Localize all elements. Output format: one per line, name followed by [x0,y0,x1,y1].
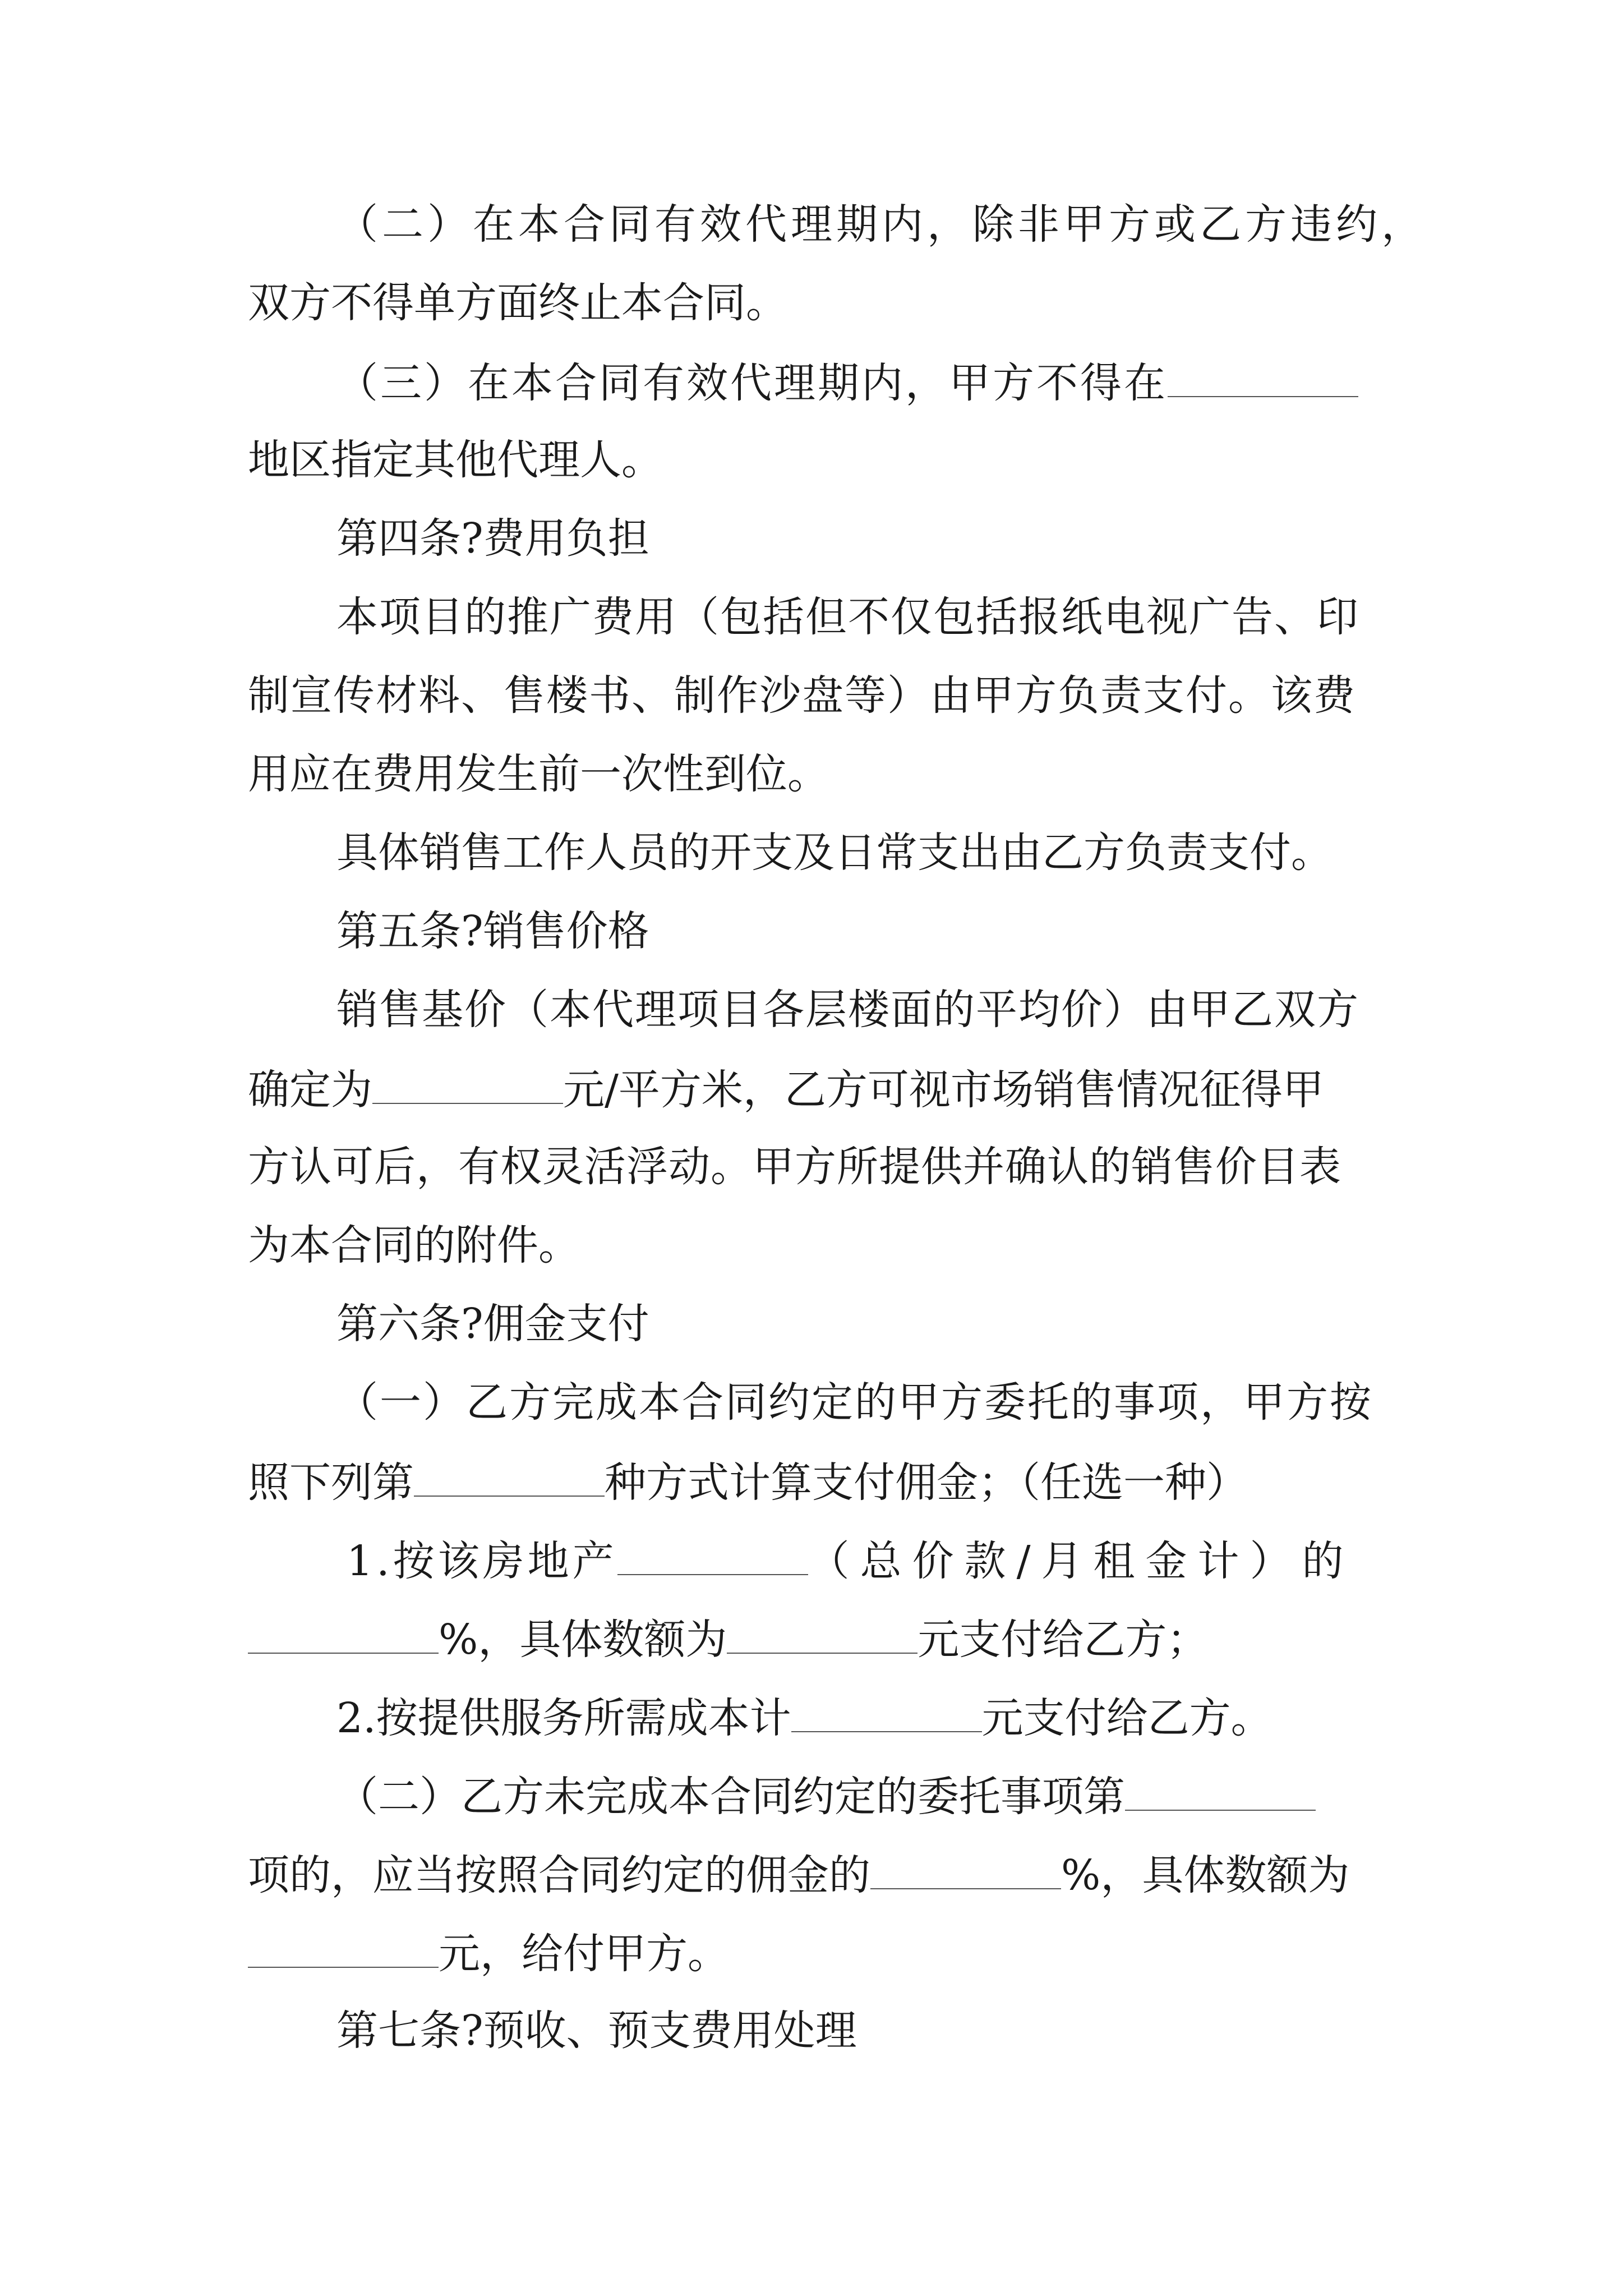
text-run: 地区指定其他代理人。 [248,436,663,484]
paragraph-line [336,825,1332,881]
text-run: 本项目的推广费用（包括但不仅包括报纸电视广告、印 [336,593,1359,641]
fill-in-blank[interactable] [414,1453,605,1497]
section-heading [336,2003,857,2059]
paragraph-line [336,196,1427,252]
paragraph-line [248,1139,1341,1195]
paragraph-line [248,1924,729,1982]
text-run: （二）在本合同有效代理期内，除非甲方或乙方违约， [336,200,1427,249]
text-run: 1.按该房地产 [347,1537,617,1585]
text-run: 第五条?销售价格 [336,907,649,955]
text-run: （二）乙方未完成本合同约定的委托事项第 [336,1773,1125,1821]
section-heading [336,903,649,959]
paragraph-line [336,982,1359,1038]
text-run: 元/平方米，乙方可视市场销售情况征得甲 [563,1066,1324,1114]
text-run: 第四条?费用负担 [336,514,649,563]
fill-in-blank[interactable] [1125,1767,1316,1811]
paragraph-line [336,1688,1272,1746]
text-run: 照下列第 [248,1458,414,1507]
text-run: 项的，应当按照合同约定的佣金的 [248,1851,870,1899]
text-run: 制宣传材料、售楼书、制作沙盘等）由甲方负责支付。该费 [248,671,1356,720]
fill-in-blank[interactable] [870,1846,1061,1889]
text-run: 确定为 [248,1066,372,1114]
text-run: 元支付给乙方； [917,1616,1209,1664]
fill-in-blank[interactable] [791,1688,982,1732]
text-run: （三）在本合同有效代理期内，甲方不得在 [336,359,1168,407]
text-run: （一）乙方完成本合同约定的甲方委托的事项，甲方按 [336,1378,1373,1427]
paragraph-line [248,1453,1248,1511]
paragraph-line [336,589,1359,645]
paragraph-line [248,275,787,331]
text-run: 元支付给乙方。 [981,1694,1272,1742]
paragraph-line [336,353,1358,411]
section-heading [336,510,649,567]
text-run: 元，给付甲方。 [439,1930,729,1978]
text-run: %，具体数额为 [439,1616,727,1664]
section-heading [336,1296,649,1352]
paragraph-line [347,1531,1354,1589]
text-run: 用应在费用发生前一次性到位。 [248,750,829,798]
paragraph-line [248,1846,1349,1903]
paragraph-line [248,668,1356,724]
fill-in-blank[interactable] [617,1531,808,1575]
fill-in-blank[interactable] [1168,353,1358,397]
text-run: 种方式计算支付佣金；（任选一种） [605,1458,1248,1507]
paragraph-line [248,746,829,802]
text-run: 具体销售工作人员的开支及日常支出由乙方负责支付。 [336,829,1332,877]
fill-in-blank[interactable] [248,1924,439,1968]
text-run: 方认可后，有权灵活浮动。甲方所提供并确认的销售价目表 [248,1143,1341,1191]
fill-in-blank[interactable] [248,1610,439,1654]
text-run: 第七条?预收、预支费用处理 [336,2007,857,2055]
paragraph-line [248,1610,1208,1668]
fill-in-blank[interactable] [727,1610,917,1654]
text-run: 第六条?佣金支付 [336,1300,649,1348]
paragraph-line [248,1060,1324,1118]
paragraph-line [336,1374,1373,1430]
text-run: %，具体数额为 [1061,1851,1350,1899]
text-run: 为本合同的附件。 [248,1221,580,1269]
text-run: （总价款/月租金计）的 [808,1537,1354,1585]
text-run: 2.按提供服务所需成本计 [336,1694,791,1742]
paragraph-line [336,1767,1316,1825]
text-run: 双方不得单方面终止本合同。 [248,279,787,327]
paragraph-line [248,432,663,488]
text-run: 销售基价（本代理项目各层楼面的平均价）由甲乙双方 [336,986,1359,1034]
paragraph-line [248,1217,580,1273]
fill-in-blank[interactable] [372,1060,563,1104]
